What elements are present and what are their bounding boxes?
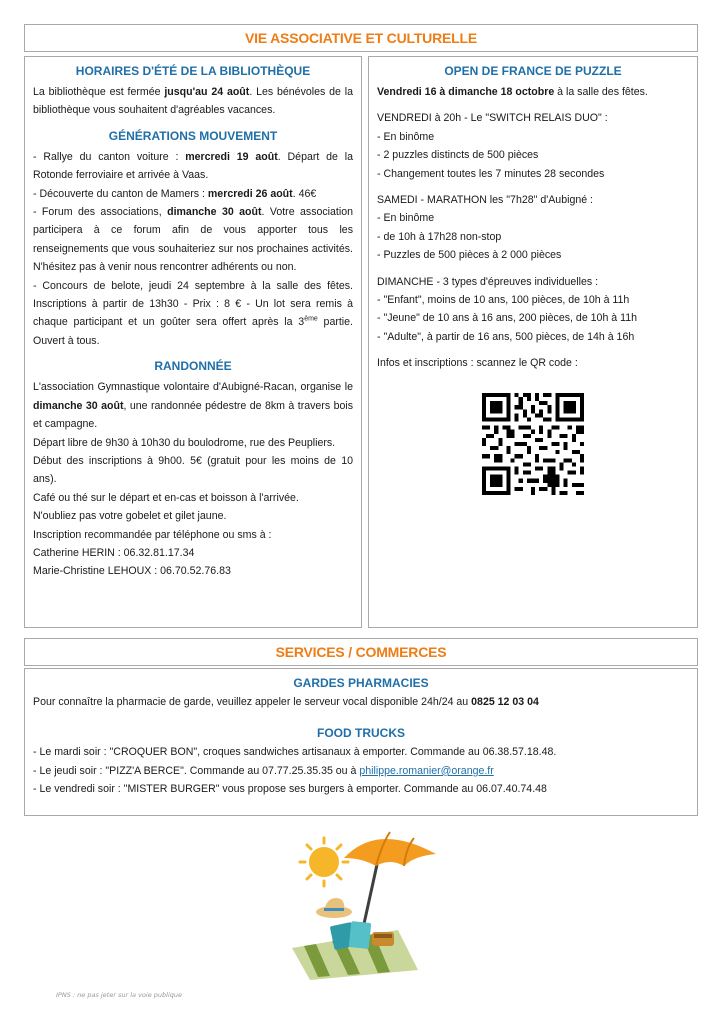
- generations-item-belote: [33, 277, 353, 351]
- left-column-box: [24, 56, 362, 628]
- puzzle-fri-item: - En binôme: [377, 130, 435, 143]
- library-heading: HORAIRES D'ÉTÉ DE LA BIBLIOTHÈQUE: [75, 64, 311, 78]
- generations-heading: GÉNÉRATIONS MOUVEMENT: [108, 128, 278, 143]
- puzzle-fri-title: VENDREDI à 20h - Le "SWITCH RELAIS DUO" :: [377, 112, 608, 125]
- puzzle-heading: OPEN DE FRANCE DE PUZZLE: [444, 64, 622, 78]
- email-link[interactable]: philippe.romanier@orange.fr: [359, 764, 494, 777]
- puzzle-fri-item: - Changement toutes les 7 minutes 28 secondes: [377, 167, 605, 180]
- sun-icon: [300, 838, 348, 886]
- rallye-a: - Rallye du canton voiture :: [33, 150, 186, 163]
- randonnee-inscriptions: Début des inscriptions à 9h00. 5€ (gratuit pour les moins de 10 ans).: [33, 454, 353, 486]
- contact-lehoux: Marie-Christine LEHOUX : 06.70.52.76.83: [33, 565, 231, 578]
- randonnee-gobelet: N'oubliez pas votre gobelet et gilet jaune.: [33, 510, 227, 523]
- library-text-bold: jusqu'au 24 août: [164, 86, 250, 98]
- forum-a: - Forum des associations,: [33, 206, 168, 219]
- contact-herin: Catherine HERIN : 06.32.81.17.34: [33, 546, 195, 559]
- services-box: [24, 668, 698, 816]
- randonnee-depart: Départ libre de 9h30 à 10h30 du boulodrome, rue des Peupliers.: [33, 436, 336, 449]
- puzzle-info: Infos et inscriptions : scannez le QR code :: [377, 357, 578, 370]
- foodtruck-jeudi: [33, 762, 689, 780]
- pharmacies-heading: GARDES PHARMACIES: [293, 676, 429, 690]
- puzzle-place: à la salle des fêtes.: [554, 86, 648, 98]
- puzzle-sun-item: - "Jeune" de 10 ans à 16 ans, 200 pièces, de 10h à 11h: [377, 312, 638, 325]
- beach-items: [330, 921, 394, 950]
- puzzle-sun-item: - "Enfant", moins de 10 ans, 100 pièces, de 10h à 11h: [377, 294, 630, 307]
- randonnee-heading: RANDONNÉE: [154, 359, 232, 374]
- rando-b: , une randonnée pédestre de 8km à travers bois et campagne.: [33, 399, 353, 431]
- right-column-box: [368, 56, 698, 628]
- rando-date: dimanche 30 août: [33, 399, 124, 412]
- qr-code-icon[interactable]: [482, 393, 584, 495]
- puzzle-sat-item: - En binôme: [377, 212, 435, 225]
- randonnee-intro: [33, 378, 353, 433]
- foodtruck-mardi: - Le mardi soir : "CROQUER BON", croques sandwiches artisanaux à emporter. Commande au 06.38.57.18.48.: [33, 746, 557, 759]
- puzzle-fri-item: - 2 puzzles distincts de 500 pièces: [377, 149, 539, 162]
- pharmacies-text-a: Pour connaître la pharmacie de garde, veuillez appeler le serveur vocal disponible 24h/24 au: [33, 696, 472, 708]
- library-text: [33, 83, 353, 120]
- pharmacies-text: [33, 693, 689, 711]
- forum-date: dimanche 30 août: [167, 206, 262, 219]
- section-title-vie-associative: VIE ASSOCIATIVE ET CULTURELLE: [24, 24, 698, 52]
- belote-sup: ème: [304, 315, 318, 323]
- footer-note: IPNS : ne pas jeter sur la voie publique: [56, 991, 183, 999]
- puzzle-intro: [377, 83, 689, 101]
- belote-b: partie. Ouvert à tous.: [33, 316, 353, 347]
- generations-item-mamers: [33, 185, 353, 203]
- puzzle-sat-item: - de 10h à 17h28 non-stop: [377, 230, 502, 243]
- puzzle-dates: Vendredi 16 à dimanche 18 octobre: [377, 86, 555, 98]
- puzzle-sun-title: DIMANCHE - 3 types d'épreuves individuelles :: [377, 275, 599, 288]
- puzzle-sat-item: - Puzzles de 500 pièces à 2 000 pièces: [377, 249, 562, 262]
- mamers-b: . 46€: [292, 187, 317, 200]
- belote-a: - Concours de belote, jeudi 24 septembre à la salle des fêtes. Inscriptions à partir de 13h30 - Prix : 8 € - Un lot sera remis à chaque participant et un goûter sera offert après la 3: [33, 279, 353, 329]
- library-text-a: La bibliothèque est fermée: [33, 86, 165, 98]
- section-title-services: SERVICES / COMMERCES: [24, 638, 698, 666]
- generations-item-forum: [33, 203, 353, 277]
- mamers-a: - Découverte du canton de Mamers :: [33, 187, 208, 200]
- foodtrucks-heading: FOOD TRUCKS: [317, 726, 405, 741]
- rando-a: L'association Gymnastique volontaire d'Aubigné-Racan, organise le: [33, 381, 353, 394]
- hat-icon: [316, 898, 352, 918]
- rallye-date: mercredi 19 août: [185, 150, 278, 163]
- beach-umbrella-illustration: [286, 830, 446, 980]
- puzzle-sat-title: SAMEDI - MARATHON les "7h28" d'Aubigné :: [377, 194, 594, 207]
- library-text-b: . Les bénévoles de la bibliothèque vous souhaitent d'agréables vacances.: [33, 86, 353, 117]
- foodtruck-jeudi-text: - Le jeudi soir : "PIZZ'A BERCE". Commande au 07.77.25.35.35 ou à: [33, 764, 360, 777]
- rallye-b: . Départ de la Rotonde ferroviaire et arrivée à Vaas.: [33, 150, 353, 182]
- generations-item-rallye: [33, 148, 353, 185]
- randonnee-cafe: Café ou thé sur le départ et en-cas et boisson à l'arrivée.: [33, 491, 299, 504]
- forum-b: . Votre association participera à ce forum afin de vous apporter tous les renseignements que vous souhaiteriez sur nos prochaines activités. N'hésitez pas à venir nous rencontrer adhérents ou non.: [33, 206, 354, 274]
- randonnee-inscription-tel: Inscription recommandée par téléphone ou sms à :: [33, 528, 272, 541]
- foodtruck-vendredi: - Le vendredi soir : "MISTER BURGER" vous propose ses burgers à emporter. Commande au 06.07.40.74.48: [33, 783, 547, 796]
- puzzle-sun-item: - "Adulte", à partir de 16 ans, 500 pièces, de 14h à 16h: [377, 330, 635, 343]
- pharmacies-phone: 0825 12 03 04: [471, 696, 539, 708]
- mamers-date: mercredi 26 août: [207, 187, 293, 200]
